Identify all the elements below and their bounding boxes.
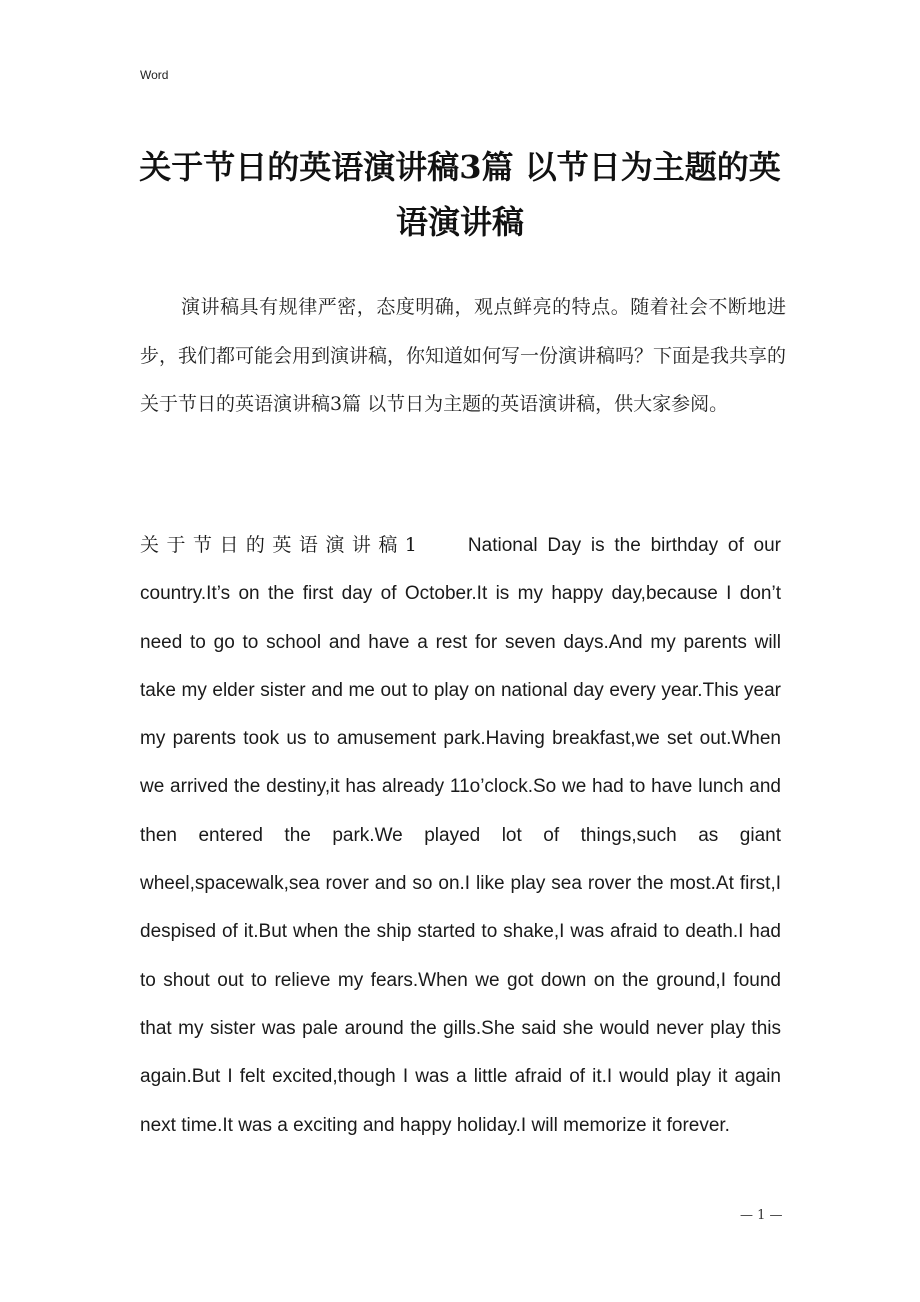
document-title: 关于节日的英语演讲稿3篇 以节日为主题的英语演讲稿 [139,148,781,241]
header-label: Word [140,68,169,82]
page-number: — 1 — [740,1208,783,1223]
section-heading: 关于节日的英语演讲稿1 [140,534,420,556]
section-paragraph [140,521,781,1150]
intro-paragraph: 演讲稿具有规律严密，态度明确，观点鲜亮的特点。随着社会不断地进步，我们都可能会用到演讲稿，你知道如何写一份演讲稿吗？下面是我共享的关于节日的英语演讲稿3篇 以节日为主题的英语演讲稿，供大家参阅。 [140,296,787,415]
section-body: National Day is the birthday of our country.It’s on the first day of October.It is my happy day,because I don’t need to go to school and have a rest for seven days.And my parents will take my elder sister and me out to play on national day every year.This year my parents took us to amusement park.Having breakfast,we set out.When we arrived the destiny,it has already 11o’clock.So we had to have lunch and then entered the park.We played lot of things,such as giant wheel,spacewalk,sea rover and so on.I like play sea rover the most.At first,I despised of it.But when the ship started to shake,I was afraid to death.I had to shout out to relieve my fears.When we got down on the ground,I found that my sister was pale around the gills.She said she would never play this again.But I felt excited,though I was a little afraid of it.I would play it again next time.It was a exciting and happy holiday.I will memorize it forever. [140,535,781,1136]
